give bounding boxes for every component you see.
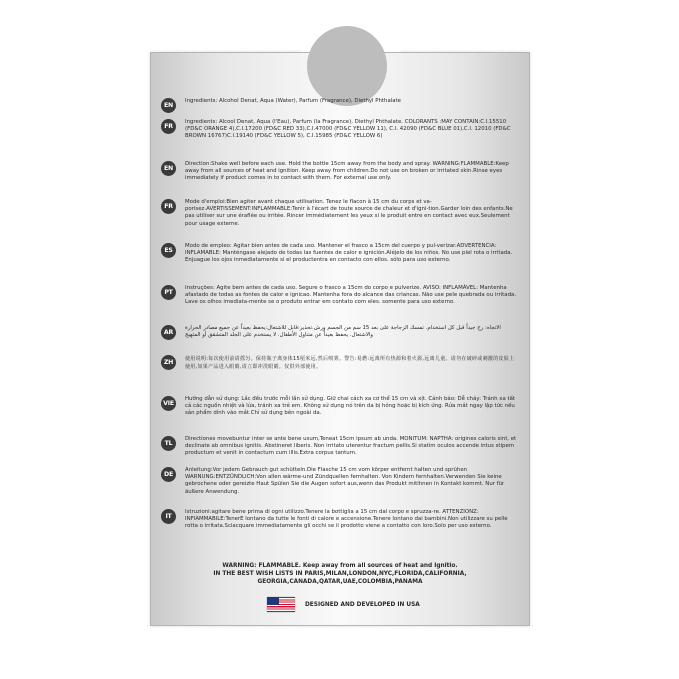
footer-line: WARNING: FLAMMABLE. Keep away from all sources of heat and Ignitio.	[222, 563, 458, 569]
language-badge: IT	[161, 509, 176, 524]
entry-text: Ingredients: Alcohol Denat, Aqua (Water), Parfum (Fragrance), Diethyl Phthalate	[185, 98, 401, 104]
label-card	[150, 52, 530, 626]
entry-row	[161, 396, 519, 418]
entry-text: Mode d'emploi:Bien agiter avant chaque utilisation. Tenez le flacon à 15 cm du corps et va-porisez.AVERTISSEMENT:INFLAMMABLE:Tenir à l'écart de toute source de chaleur et d'igni-tion.Garder loin des enfants.Ne pas utiliser sur une éraflée ou irritée. Rincer immédiatement les yeux si le produit entre en contact avec eux.Seulement pour usage externe.	[185, 199, 513, 227]
hanger-notch	[307, 26, 387, 106]
entry-text: Direction:Shake well before each use. Hold the bottle 15cm away from the body and spray. WARNING:FLAMMABLE:Keep away from all sources of heat and ignition. Keep away from children.Do not use on broken or irritated skin.Rinse eyes immediately if product comes in to contact with them. For external use only.	[185, 161, 509, 182]
language-badge: EN	[161, 98, 176, 113]
entry-text: Istruzioni:agitare bene prima di ogni utilizzo.Tenere la bottiglia a 15 cm dal corpo e spruzza-re. ATTENZIONZ: INFIAMMABILE:TenerE lontano da tutte le fonti di calore e accensione.Tenere lontano dai bambini.Non utilizzare su pelle rotta o irritata.Sciacquare immediatamente gli occhi se il prodotto viene a contatto con loro.Solo per uso esterno.	[185, 509, 508, 530]
entry-row	[161, 355, 519, 371]
footer-line: IN THE BEST WISH LISTS IN PARIS,MILAN,LONDON,NYC,FLORIDA,CALIFORNIA,	[213, 570, 467, 577]
designed-in-usa: DESIGNED AND DEVELOPED IN USA	[305, 601, 420, 608]
entry-row	[161, 285, 519, 307]
language-badge: FR	[161, 199, 176, 214]
entry-row	[161, 436, 519, 458]
entry-row	[161, 243, 519, 265]
entry-row	[161, 119, 519, 141]
entry-row	[161, 199, 519, 228]
language-badge: EN	[161, 161, 176, 176]
language-badge: FR	[161, 119, 176, 134]
language-badge: DE	[161, 467, 176, 482]
usa-flag-icon	[267, 597, 295, 612]
language-badge: ZH	[161, 355, 176, 370]
entry-text: Hướng dẫn sử dụng: Lắc đều trước mỗi lần sử dụng. Giữ chai cách xa cơ thể 15 cm và xịt. Cảnh báo: Dễ cháy: Tránh xa tất cả các nguồn nhiệt và lửa, tránh xa trẻ em. Không sử dụng nó trên da bị hỏng hoặc bị kích ứng. Rửa mắt ngay lập tức nếu sản phẩm dính vào mắt.Chỉ sử dụng bên ngoài da.	[185, 396, 516, 417]
entry-row	[161, 467, 519, 496]
language-badge: AR	[161, 325, 176, 340]
entry-row	[161, 98, 519, 113]
entry-row	[161, 325, 519, 340]
entry-text: Ingredients: Alcool Denat, Aqua (l'Eau), Parfum (la Fragrance), Diethyl Phthalate. COLORANTS :MAY CONTAIN:C.I.15510 (FD&C ORANGE 4),C.I.17200 (FD&C RED 33),C.I.47000 (FD&C YELLOW 11), C.I. 42090 (FD&C BLUE 01),C.I. 12010 (FD&C BROWN 16767)C.I.19140 (FD&C YELLOW 5), C.I.15985 (FD&C YELLOW 6)	[185, 119, 511, 140]
entry-text: Modo de empleo: Agitar bien antes de cada uso. Mantener el frasco a 15cm del cuerpo y pul-verizar.ADVERTENCIA: INFLAMABLE: Manténgase alejado de todas las fuentes de calor e ignición.Aléjelo de los niños. No use piel rota o irritada. Enjuague los ojos inmediatamente si el productentra en contacto con ellos. sólo para uso externo.	[185, 243, 513, 264]
language-badge: TL	[161, 436, 176, 451]
entry-text: Instruções: Agite bem antes de cada uso. Segure o frasco a 15cm do corpo e pulverize. AVISO: INFLAMÁVEL: Mantenha afastado de todas as fontes de calor e ignicao. Mantenha fora do alcance das criancas. Não use pele quebrada ou irritada. Lave os olhos imediata-mente se o produto entrar em contato com eles. somente para uso externo.	[185, 285, 517, 306]
entry-text: Anleitung:Vor jedem Gebrauch gut schütteln.Die Flasche 15 cm vom körper entfernt halten und sprühen WARNUNG:ENTZÜNDLICH:Von allen wärme-und Zündquellen fernhalten. Von Kindern fernhalten.Verwenden Sie keine gebrochene oder gereizte Haut Spülen Sie die Augen sofort aus,wenn das Produkt mitihnen in Kontakt kommt. Nur für äußere Anwendung.	[185, 467, 505, 495]
entry-text: الاتجاه: رج جيداً قبل كل استخدام. تمسك الزجاجة على بعد 15 سم من الجسم ورش.تحذير:قابل للاشتعال:يحفظ بعيداً عن جميع مصادر الحرارة والاشتعال. يحفظ بعيداً عن متناول الأطفال. لا يستخدم على الجلد المتشقق أو المتهيج	[185, 325, 501, 339]
footer-line: GEORGIA,CANADA,QATAR,UAE,COLOMBIA,PANAMA	[257, 578, 423, 585]
entry-text: 使用说明:每次使用前请摇匀。保持瓶子离身体15厘米远,然后喷雾。警告:易燃:远离所有热源和着火源,远离儿童。请勿在破碎或刺激的皮肤上使用,如果产品进入眼睛,请立即冲洗眼睛。仅供外部使用。	[185, 356, 515, 370]
language-badge: VIE	[161, 396, 176, 411]
entry-row	[161, 509, 519, 531]
origin-row	[267, 597, 420, 612]
language-badge: ES	[161, 243, 176, 258]
footer-warning	[161, 563, 519, 586]
entry-row	[161, 161, 519, 183]
entry-text: Directiones movebuntur inter se ante bene usum,Teneat 15cm ipsum ab unda. MONITUM: NAPTHA: origines caloris sint, et declinate ab omnibus ignitis. Abstineret liberis. Non irritato uterentur fractum pellis.Si statim oculos accende intus stipem productum et venit in contactum cum illis.Extra corpus tantum.	[185, 436, 517, 457]
language-badge: PT	[161, 285, 176, 300]
